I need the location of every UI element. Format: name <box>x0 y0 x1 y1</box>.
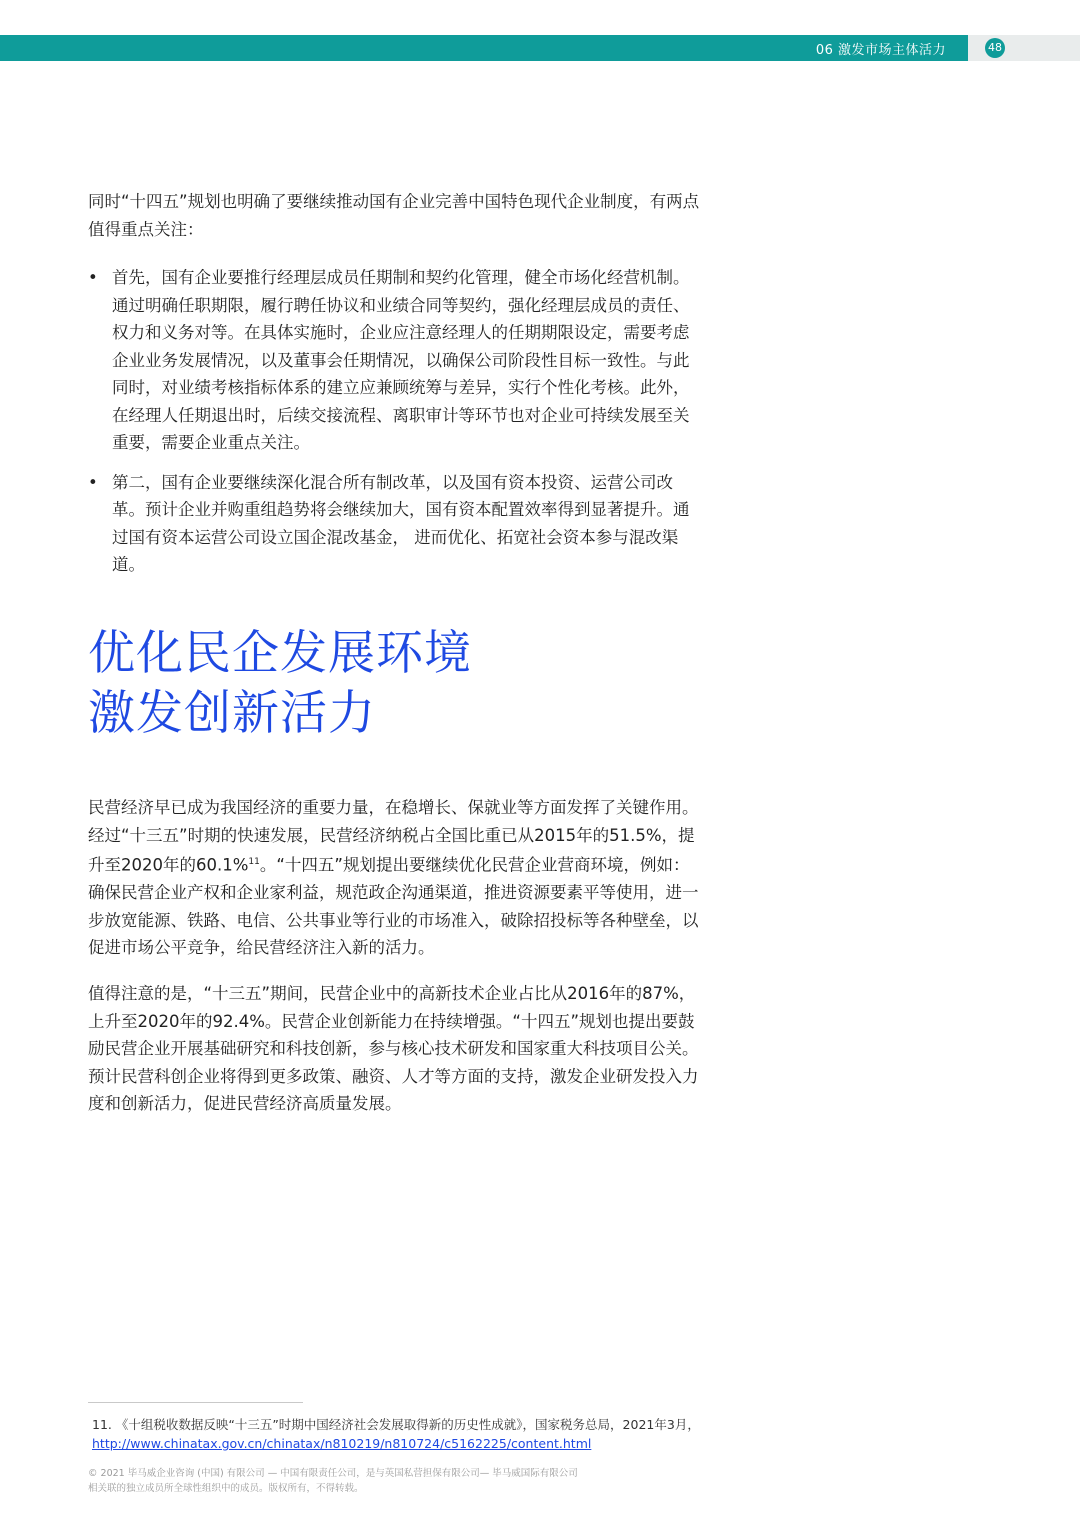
intro-paragraph: 同时“十四五”规划也明确了要继续推动国有企业完善中国特色现代企业制度，有两点值得重点关注： <box>88 192 700 239</box>
footnote-ref[interactable]: 11 <box>248 857 260 867</box>
list-item <box>88 264 700 457</box>
bullet-icon: • <box>88 268 98 287</box>
page-number-badge: 48 <box>985 38 1005 58</box>
section-heading <box>88 624 472 744</box>
para1-text-a: 民营经济早已成为我国经济的重要力量，在稳增长、保就业等方面发挥了关键作用。经过“十三五”时期的快速发展，民营经济纳税占全国比重已从2015年的51.5%，提升至2020年的60.1% <box>88 798 699 875</box>
copyright-notice <box>88 1466 708 1496</box>
list-item-text: 首先，国有企业要推行经理层成员任期制和契约化管理，健全市场化经营机制。通过明确任职期限，履行聘任协议和业绩合同等契约，强化经理层成员的责任、权力和义务对等。在具体实施时，企业应注意经理人的任期期限设定，需要考虑企业业务发展情况，以及董事会任期情况，以确保公司阶段性目标一致性。与此同时，对业绩考核指标体系的建立应兼顾统筹与差异，实行个性化考核。此外，在经理人任期退出时，后续交接流程、离职审计等环节也对企业可持续发展至关重要，需要企业重点关注。 <box>112 268 690 452</box>
footnote-text: 11. 《十组税收数据反映“十三五”时期中国经济社会发展取得新的历史性成就》，国家税务总局，2021年3月， <box>92 1417 700 1432</box>
bullet-icon: • <box>88 472 98 492</box>
body-paragraph-1 <box>88 794 700 962</box>
list-item-text: 第二，国有企业要继续深化混合所有制改革，以及国有资本投资、运营公司改革。预计企业并购重组趋势将会继续加大，国有资本配置效率得到显著提升。通过国有资本运营公司设立国企混改基金， 进而优化、拓宽社会资本参与混改渠道。 <box>112 472 690 574</box>
copyright-line-1: © 2021 毕马威企业咨询 (中国) 有限公司 — 中国有限责任公司，是与英国私营担保有限公司— 毕马威国际有限公司 <box>88 1468 578 1479</box>
heading-line-1: 优化民企发展环境 <box>88 626 472 681</box>
footnote-divider <box>88 1402 303 1403</box>
footnote-link[interactable]: http://www.chinatax.gov.cn/chinatax/n810219/n810724/c5162225/content.html <box>92 1436 592 1451</box>
heading-line-2: 激发创新活力 <box>88 686 376 741</box>
footnote <box>92 1415 812 1453</box>
body-paragraph-2: 值得注意的是，“十三五”期间，民营企业中的高新技术企业占比从2016年的87%，上升至2020年的92.4%。民营企业创新能力在持续增强。“十四五”规划也提出要鼓励民营企业开展基础研究和科技创新，参与核心技术研发和国家重大科技项目公关。预计民营科创企业将得到更多政策、融资、人才等方面的支持，激发企业研发投入力度和创新活力，促进民营经济高质量发展。 <box>88 984 699 1113</box>
para1-text-b: 。“十四五”规划提出要继续优化民营企业营商环境，例如：确保民营企业产权和企业家利益，规范政企沟通渠道，推进资源要素平等使用，进一步放宽能源、铁路、电信、公共事业等行业的市场准入，破除招投标等各种壁垒，以促进市场公平竞争，给民营经济注入新的活力。 <box>88 855 699 957</box>
section-title: 06 激发市场主体活力 <box>815 43 946 58</box>
list-item <box>88 469 700 579</box>
copyright-line-2: 相关联的独立成员所全球性组织中的成员。版权所有，不得转载。 <box>88 1483 364 1494</box>
bullet-list <box>88 264 700 591</box>
